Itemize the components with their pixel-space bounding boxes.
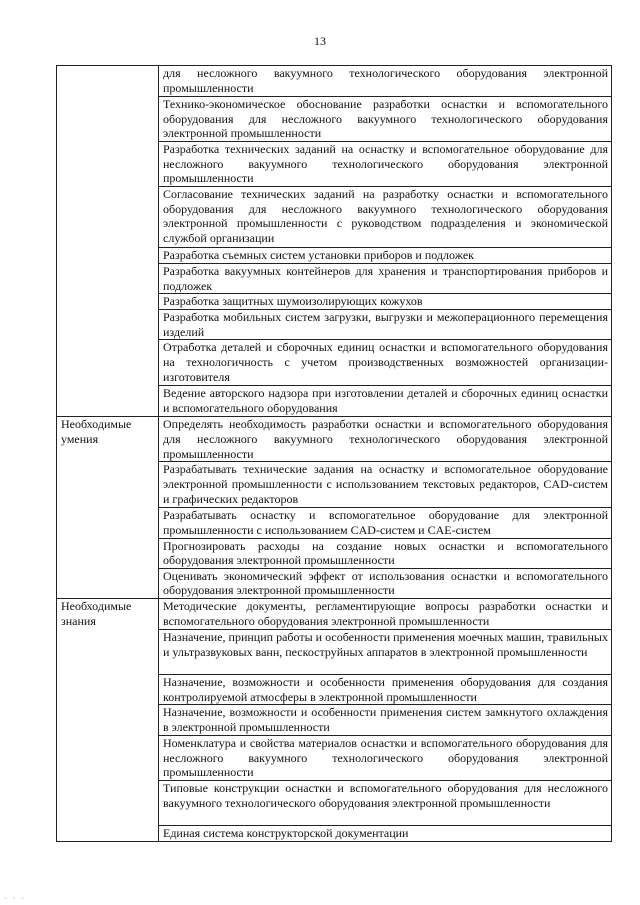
table-cell: Согласование технических заданий на разработку оснастки и вспомогательного оборудования для несложного вакуумного технологического оборудования электронной промышленности с руководством подразделения и экономической службой организации	[159, 187, 612, 248]
table-cell: Оценивать экономический эффект от использования оснастки и вспомогательного оборудования электронной промышленности	[159, 568, 612, 598]
table-cell: Разработка съемных систем установки приборов и подложек	[159, 248, 612, 264]
table-cell: Определять необходимость разработки оснастки и вспомогательного оборудования для несложного вакуумного технологического оборудования электронной промышленности	[159, 417, 612, 462]
table-cell: Разработка защитных шумоизолирующих кожухов	[159, 294, 612, 310]
table-cell: Прогнозировать расходы на создание новых оснастки и вспомогательного оборудования электронной промышленности	[159, 538, 612, 568]
section-label-cell	[57, 66, 159, 417]
table-cell: для несложного вакуумного технологического оборудования электронной промышленности	[159, 66, 612, 97]
section-label-knowledge: Необходимые знания	[57, 598, 159, 841]
table-cell: Технико-экономическое обоснование разработки оснастки и вспомогательного оборудования для несложного вакуумного технологического оборудования электронной промышленности	[159, 97, 612, 142]
table-cell: Разрабатывать оснастку и вспомогательное оборудование для электронной промышленности с использованием CAD-систем и CAE-систем	[159, 508, 612, 538]
table-cell: Разработка технических заданий на оснастку и вспомогательное оборудование для несложного вакуумного технологического оборудования электронной промышленности	[159, 142, 612, 187]
table-cell: Единая система конструкторской документации	[159, 826, 612, 842]
table-cell: Разрабатывать технические задания на оснастку и вспомогательное оборудование электронной промышленности с использованием текстовых редакторов, CAD-систем и графических редакторов	[159, 462, 612, 508]
table-row	[57, 598, 612, 629]
table-cell: Методические документы, регламентирующие вопросы разработки оснастки и вспомогательного оборудования электронной промышленности	[159, 598, 612, 629]
table-cell: Отработка деталей и сборочных единиц оснастки и вспомогательного оборудования на технологичность с учетом производственных возможностей организации-изготовителя	[159, 340, 612, 386]
table-cell: Ведение авторского надзора при изготовлении деталей и сборочных единиц оснастки и вспомогательного оборудования	[159, 386, 612, 417]
competency-table	[56, 65, 612, 842]
table-row	[57, 417, 612, 462]
page-number: 13	[314, 34, 326, 48]
table-cell: Номенклатура и свойства материалов оснастки и вспомогательного оборудования для несложного вакуумного технологического оборудования электронной промышленности	[159, 736, 612, 781]
table-cell: Типовые конструкции оснастки и вспомогательного оборудования для несложного вакуумного технологического оборудования электронной промышленности	[159, 781, 612, 826]
scan-artifact: · · ·	[4, 894, 26, 903]
table-cell: Разработка мобильных систем загрузки, выгрузки и межоперационного перемещения изделий	[159, 310, 612, 340]
table-cell: Разработка вакуумных контейнеров для хранения и транспортирования приборов и подложек	[159, 264, 612, 294]
section-label-skills: Необходимые умения	[57, 417, 159, 599]
table-cell: Назначение, принцип работы и особенности применения моечных машин, травильных и ультразвуковых ванн, пескоструйных аппаратов в электронной промышленности	[159, 629, 612, 674]
table-row	[57, 66, 612, 97]
table-cell: Назначение, возможности и особенности применения систем замкнутого охлаждения в электронной промышленности	[159, 705, 612, 736]
table-cell: Назначение, возможности и особенности применения оборудования для создания контролируемой атмосферы в электронной промышленности	[159, 674, 612, 704]
